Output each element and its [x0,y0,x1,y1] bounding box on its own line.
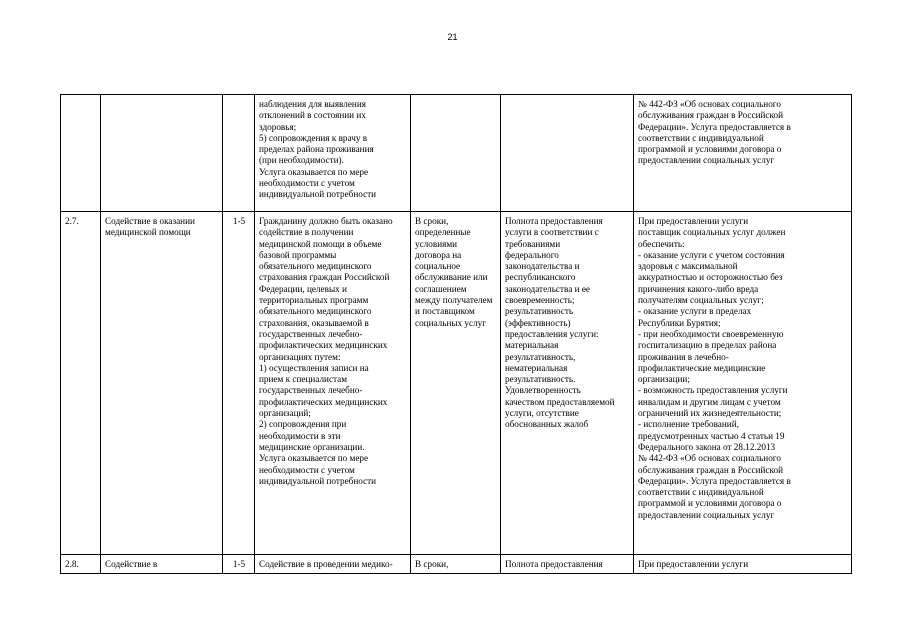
cell-number [61,95,101,212]
cell-description: наблюдения для выявления отклонений в состоянии их здоровья; 5) сопровождения к врачу в пределах района проживания (при необходимости). Услуга оказывается по мере необходимости с учетом индивидуальной потребности [255,95,411,212]
cell-description: Содействие в проведении медико- [255,555,411,574]
cell-service-name: Содействие в [101,555,223,574]
cell-conditions: № 442-ФЗ «Об основах социального обслуживания граждан в Российской Федерации». Услуга предоставляется в соответствии с индивидуальной программой и условиями договора о предоставлении социальных услуг [634,95,852,212]
cell-term [411,95,501,212]
cell-indicators [501,95,634,212]
cell-conditions: При предоставлении услуги [634,555,852,574]
table-row [61,555,852,574]
cell-description: Гражданину должно быть оказано содействие в получении медицинской помощи в объеме базовой программы обязательного медицинского страхования граждан Российской Федерации, целевых и территориальных программ обязательного медицинского страхования, оказываемой в государственных лечебно- профилактических медицинских организациях путем: 1) осуществления записи на прием к специалистам государственных лечебно- профилактических медицинских организаций; 2) сопровождения при необходимости в эти медицинские организации. Услуга оказывается по мере необходимости с учетом индивидуальной потребности [255,212,411,555]
cell-number: 2.7. [61,212,101,555]
page-number: 21 [447,32,458,42]
cell-service-name [101,95,223,212]
cell-subjects: 1-5 [223,212,255,555]
cell-term: В сроки, [411,555,501,574]
cell-service-name: Содействие в оказании медицинской помощи [101,212,223,555]
cell-indicators: Полнота предоставления услуги в соответствии с требованиями федерального законодательства и республиканского законодательства и ее своевременность; результативность (эффективность) предоставления услуги: материальная результативность, нематериальная результативность. Удовлетворенность качеством предоставляемой услуги, отсутствие обоснованных жалоб [501,212,634,555]
cell-subjects: 1-5 [223,555,255,574]
cell-conditions: При предоставлении услуги поставщик социальных услуг должен обеспечить: - оказание услуги с учетом состояния здоровья с максимальной аккуратностью и осторожностью без причинения какого-либо вреда получателям социальных услуг; - оказание услуги в пределах Республики Бурятия; - при необходимости своевременную госпитализацию в пределах района проживания в лечебно- профилактические медицинские организации; - возможность предоставления услуги инвалидам и другим лицам с учетом ограничений их жизнедеятельности; - исполнение требований, предусмотренных частью 4 статьи 19 Федерального закона от 28.12.2013 № 442-ФЗ «Об основах социального обслуживания граждан в Российской Федерации». Услуга предоставляется в соответствии с индивидуальной программой и условиями договора о предоставлении социальных услуг [634,212,852,555]
cell-subjects [223,95,255,212]
table-row [61,212,852,555]
table-row [61,95,852,212]
cell-indicators: Полнота предоставления [501,555,634,574]
cell-number: 2.8. [61,555,101,574]
cell-term: В сроки, определенные условиями договора на социальное обслуживание или соглашением между получателем и поставщиком социальных услуг [411,212,501,555]
services-table [60,94,852,574]
